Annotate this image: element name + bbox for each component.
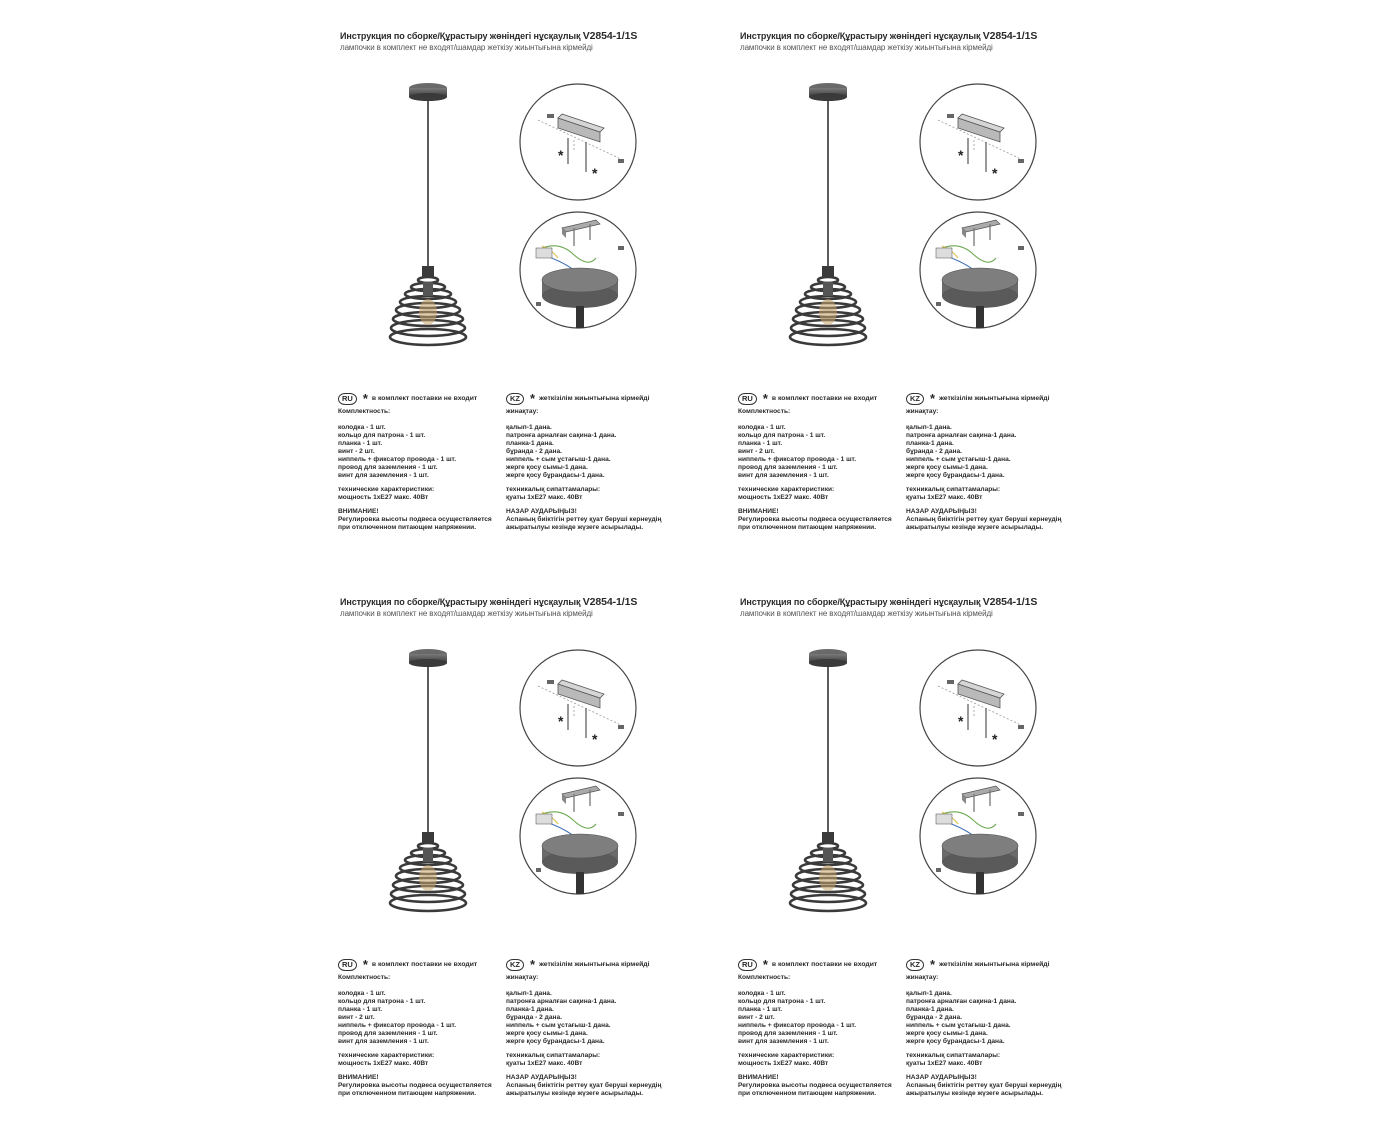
ru-tech-value: мощность 1хЕ27 макс. 40Вт	[338, 494, 429, 501]
ru-tech-value: мощность 1хЕ27 макс. 40Вт	[738, 1060, 829, 1067]
kz-warning-line: Аспаның биіктігін реттеу қуат беруші кернеудің	[906, 1082, 1062, 1089]
list-item: планка - 1 шт.	[738, 1006, 783, 1013]
ru-warning-line: при отключенном питающем напряжении.	[338, 524, 477, 531]
ru-contents-label: Комплектность:	[338, 974, 391, 981]
panel-title	[740, 596, 1037, 608]
ru-tech-label: технические характеристики:	[738, 486, 835, 493]
ru-warning-label: ВНИМАНИЕ!	[338, 508, 379, 515]
list-item: колодка - 1 шт.	[738, 424, 786, 431]
kz-contents-label: жинақтау:	[906, 974, 939, 981]
model-number: V2854-1/1S	[582, 30, 638, 42]
list-item: қалып-1 дана.	[506, 424, 552, 431]
ru-contents-label: Комплектность:	[338, 408, 391, 415]
asterisk-icon: *	[530, 391, 536, 406]
svg-text:*: *	[558, 713, 564, 729]
list-item: жерге қосу сымы-1 дана.	[906, 464, 988, 471]
kz-warning-line: ажыратылуы кезінде жүзеге асырылады.	[906, 524, 1044, 531]
kz-warning-line: ажыратылуы кезінде жүзеге асырылады.	[506, 524, 644, 531]
kz-not-included-note: жеткізілім жиынтығына кірмейді	[939, 395, 1050, 402]
list-item: провод для заземления - 1 шт.	[338, 464, 438, 471]
ru-not-included-note: в комплект поставки не входит	[771, 961, 878, 968]
title-text: Инструкция по сборке/Құрастыру жөніндегі нұсқаулық	[740, 597, 981, 607]
panel-title	[340, 30, 637, 42]
asterisk-icon: *	[762, 957, 768, 972]
ru-language-badge: RU	[738, 393, 757, 405]
ru-not-included-note: в комплект поставки не входит	[771, 395, 878, 402]
asterisk-icon: *	[530, 957, 536, 972]
ru-tech-label: технические характеристики:	[738, 1052, 835, 1059]
ru-tech-label: технические характеристики:	[338, 1052, 435, 1059]
list-item: ниппель + фиксатор провода - 1 шт.	[338, 456, 457, 463]
svg-text:*: *	[958, 147, 964, 163]
list-item: бұранда - 2 дана.	[906, 448, 962, 455]
kz-warning-label: НАЗАР АУДАРЫҢЫЗ!	[506, 1074, 577, 1081]
svg-text:*: *	[958, 713, 964, 729]
list-item: қалып-1 дана.	[906, 424, 952, 431]
list-item: планка - 1 шт.	[738, 440, 783, 447]
kz-items-list	[506, 424, 681, 480]
list-item: жерге қосу сымы-1 дана.	[506, 1030, 588, 1037]
kz-not-included-note: жеткізілім жиынтығына кірмейді	[939, 961, 1050, 968]
instruction-panel-2	[738, 30, 1098, 575]
kz-section	[906, 958, 1081, 1098]
ru-warning-line: Регулировка высоты подвеса осуществляется	[738, 1082, 892, 1089]
kz-tech-label: техникалық сипаттамалары:	[906, 486, 1001, 493]
ru-tech-value: мощность 1хЕ27 макс. 40Вт	[338, 1060, 429, 1067]
ru-language-badge: RU	[738, 959, 757, 971]
svg-text:*: *	[592, 165, 598, 181]
list-item: винт для заземления - 1 шт.	[338, 1038, 429, 1045]
kz-language-badge: KZ	[506, 393, 524, 405]
list-item: қалып-1 дана.	[906, 990, 952, 997]
pendant-lamp-illustration	[768, 646, 888, 931]
ru-not-included-note: в комплект поставки не входит	[371, 395, 478, 402]
ru-warning-line: Регулировка высоты подвеса осуществляется	[738, 516, 892, 523]
title-text: Инструкция по сборке/Құрастыру жөніндегі нұсқаулық	[340, 597, 581, 607]
list-item: колодка - 1 шт.	[338, 424, 386, 431]
ru-section	[338, 392, 513, 532]
list-item: ниппель + сым ұстағыш-1 дана.	[906, 1022, 1011, 1029]
svg-text:*: *	[992, 165, 998, 181]
list-item: жерге қосу бұрандасы-1 дана.	[906, 1038, 1005, 1045]
list-item: бұранда - 2 дана.	[506, 448, 562, 455]
model-number: V2854-1/1S	[582, 596, 638, 608]
kz-section	[906, 392, 1081, 532]
list-item: винт для заземления - 1 шт.	[738, 1038, 829, 1045]
list-item: кольцо для патрона - 1 шт.	[338, 432, 426, 439]
kz-warning-line: Аспаның биіктігін реттеу қуат беруші кернеудің	[506, 1082, 662, 1089]
mounting-bracket-detail	[918, 82, 1038, 202]
list-item: бұранда - 2 дана.	[506, 1014, 562, 1021]
kz-not-included-note: жеткізілім жиынтығына кірмейді	[539, 961, 650, 968]
bulbs-note: лампочки в комплект не входят/шамдар жеткізу жиынтығына кірмейді	[340, 43, 593, 52]
mounting-bracket-detail	[918, 648, 1038, 768]
list-item: планка - 1 шт.	[338, 1006, 383, 1013]
canopy-wiring-detail	[518, 210, 638, 330]
list-item: планка-1 дана.	[506, 440, 554, 447]
list-item: жерге қосу бұрандасы-1 дана.	[906, 472, 1005, 479]
list-item: кольцо для патрона - 1 шт.	[738, 998, 826, 1005]
ru-warning-line: Регулировка высоты подвеса осуществляется	[338, 1082, 492, 1089]
list-item: винт для заземления - 1 шт.	[738, 472, 829, 479]
ru-tech-value: мощность 1хЕ27 макс. 40Вт	[738, 494, 829, 501]
ru-warning-line: при отключенном питающем напряжении.	[338, 1090, 477, 1097]
asterisk-icon: *	[362, 391, 368, 406]
ru-section	[738, 392, 913, 532]
list-item: кольцо для патрона - 1 шт.	[338, 998, 426, 1005]
instruction-panel-3	[338, 596, 698, 1141]
kz-items-list	[906, 424, 1081, 480]
list-item: колодка - 1 шт.	[738, 990, 786, 997]
list-item: ниппель + фиксатор провода - 1 шт.	[338, 1022, 457, 1029]
kz-not-included-note: жеткізілім жиынтығына кірмейді	[539, 395, 650, 402]
kz-tech-value: қуаты 1хЕ27 макс. 40Вт	[906, 494, 983, 501]
asterisk-icon: *	[362, 957, 368, 972]
panel-title	[340, 596, 637, 608]
svg-text:*: *	[592, 731, 598, 747]
kz-warning-label: НАЗАР АУДАРЫҢЫЗ!	[906, 1074, 977, 1081]
ru-section	[338, 958, 513, 1098]
list-item: патронға арналған сақина-1 дана.	[906, 998, 1017, 1005]
kz-language-badge: KZ	[506, 959, 524, 971]
list-item: бұранда - 2 дана.	[906, 1014, 962, 1021]
mounting-bracket-detail	[518, 648, 638, 768]
kz-tech-label: техникалық сипаттамалары:	[506, 1052, 601, 1059]
pendant-lamp-illustration	[368, 646, 488, 931]
bulbs-note: лампочки в комплект не входят/шамдар жеткізу жиынтығына кірмейді	[340, 609, 593, 618]
canopy-wiring-detail	[918, 776, 1038, 896]
instruction-panel-1	[338, 30, 698, 575]
pendant-lamp-illustration	[368, 80, 488, 365]
list-item: винт для заземления - 1 шт.	[338, 472, 429, 479]
list-item: ниппель + сым ұстағыш-1 дана.	[506, 456, 611, 463]
instruction-panel-4	[738, 596, 1098, 1141]
ru-tech-label: технические характеристики:	[338, 486, 435, 493]
list-item: винт - 2 шт.	[738, 448, 775, 455]
ru-warning-label: ВНИМАНИЕ!	[738, 508, 779, 515]
list-item: жерге қосу сымы-1 дана.	[506, 464, 588, 471]
list-item: провод для заземления - 1 шт.	[738, 464, 838, 471]
panel-title	[740, 30, 1037, 42]
list-item: планка-1 дана.	[906, 440, 954, 447]
ru-contents-label: Комплектность:	[738, 974, 791, 981]
ru-items-list	[338, 424, 513, 480]
list-item: провод для заземления - 1 шт.	[338, 1030, 438, 1037]
list-item: ниппель + фиксатор провода - 1 шт.	[738, 1022, 857, 1029]
kz-language-badge: KZ	[906, 393, 924, 405]
kz-warning-line: Аспаның биіктігін реттеу қуат беруші кернеудің	[506, 516, 662, 523]
ru-warning-label: ВНИМАНИЕ!	[338, 1074, 379, 1081]
list-item: жерге қосу сымы-1 дана.	[906, 1030, 988, 1037]
title-text: Инструкция по сборке/Құрастыру жөніндегі нұсқаулық	[340, 31, 581, 41]
bulbs-note: лампочки в комплект не входят/шамдар жеткізу жиынтығына кірмейді	[740, 609, 993, 618]
kz-tech-value: қуаты 1хЕ27 макс. 40Вт	[506, 1060, 583, 1067]
list-item: патронға арналған сақина-1 дана.	[506, 998, 617, 1005]
pendant-lamp-illustration	[768, 80, 888, 365]
kz-items-list	[906, 990, 1081, 1046]
model-number: V2854-1/1S	[982, 30, 1038, 42]
kz-section	[506, 958, 681, 1098]
list-item: кольцо для патрона - 1 шт.	[738, 432, 826, 439]
ru-warning-label: ВНИМАНИЕ!	[738, 1074, 779, 1081]
list-item: винт - 2 шт.	[738, 1014, 775, 1021]
ru-warning-line: при отключенном питающем напряжении.	[738, 524, 877, 531]
asterisk-icon: *	[762, 391, 768, 406]
model-number: V2854-1/1S	[982, 596, 1038, 608]
asterisk-icon: *	[930, 391, 936, 406]
list-item: ниппель + фиксатор провода - 1 шт.	[738, 456, 857, 463]
kz-contents-label: жинақтау:	[906, 408, 939, 415]
list-item: жерге қосу бұрандасы-1 дана.	[506, 472, 605, 479]
list-item: патронға арналған сақина-1 дана.	[906, 432, 1017, 439]
list-item: винт - 2 шт.	[338, 448, 375, 455]
kz-warning-line: Аспаның биіктігін реттеу қуат беруші кернеудің	[906, 516, 1062, 523]
ru-not-included-note: в комплект поставки не входит	[371, 961, 478, 968]
kz-language-badge: KZ	[906, 959, 924, 971]
svg-text:*: *	[558, 147, 564, 163]
svg-text:*: *	[992, 731, 998, 747]
bulbs-note: лампочки в комплект не входят/шамдар жеткізу жиынтығына кірмейді	[740, 43, 993, 52]
list-item: патронға арналған сақина-1 дана.	[506, 432, 617, 439]
ru-contents-label: Комплектность:	[738, 408, 791, 415]
list-item: планка - 1 шт.	[338, 440, 383, 447]
title-text: Инструкция по сборке/Құрастыру жөніндегі нұсқаулық	[740, 31, 981, 41]
ru-language-badge: RU	[338, 959, 357, 971]
kz-warning-line: ажыратылуы кезінде жүзеге асырылады.	[506, 1090, 644, 1097]
list-item: провод для заземления - 1 шт.	[738, 1030, 838, 1037]
list-item: ниппель + сым ұстағыш-1 дана.	[906, 456, 1011, 463]
list-item: ниппель + сым ұстағыш-1 дана.	[506, 1022, 611, 1029]
kz-items-list	[506, 990, 681, 1046]
kz-contents-label: жинақтау:	[506, 974, 539, 981]
canopy-wiring-detail	[918, 210, 1038, 330]
kz-warning-label: НАЗАР АУДАРЫҢЫЗ!	[906, 508, 977, 515]
kz-warning-label: НАЗАР АУДАРЫҢЫЗ!	[506, 508, 577, 515]
mounting-bracket-detail	[518, 82, 638, 202]
list-item: жерге қосу бұрандасы-1 дана.	[506, 1038, 605, 1045]
list-item: винт - 2 шт.	[338, 1014, 375, 1021]
ru-section	[738, 958, 913, 1098]
kz-tech-label: техникалық сипаттамалары:	[506, 486, 601, 493]
ru-language-badge: RU	[338, 393, 357, 405]
kz-tech-label: техникалық сипаттамалары:	[906, 1052, 1001, 1059]
kz-tech-value: қуаты 1хЕ27 макс. 40Вт	[906, 1060, 983, 1067]
list-item: қалып-1 дана.	[506, 990, 552, 997]
kz-warning-line: ажыратылуы кезінде жүзеге асырылады.	[906, 1090, 1044, 1097]
canopy-wiring-detail	[518, 776, 638, 896]
list-item: планка-1 дана.	[906, 1006, 954, 1013]
ru-items-list	[738, 424, 913, 480]
kz-tech-value: қуаты 1хЕ27 макс. 40Вт	[506, 494, 583, 501]
kz-section	[506, 392, 681, 532]
kz-contents-label: жинақтау:	[506, 408, 539, 415]
list-item: планка-1 дана.	[506, 1006, 554, 1013]
ru-items-list	[338, 990, 513, 1046]
ru-warning-line: Регулировка высоты подвеса осуществляется	[338, 516, 492, 523]
ru-items-list	[738, 990, 913, 1046]
asterisk-icon: *	[930, 957, 936, 972]
ru-warning-line: при отключенном питающем напряжении.	[738, 1090, 877, 1097]
list-item: колодка - 1 шт.	[338, 990, 386, 997]
